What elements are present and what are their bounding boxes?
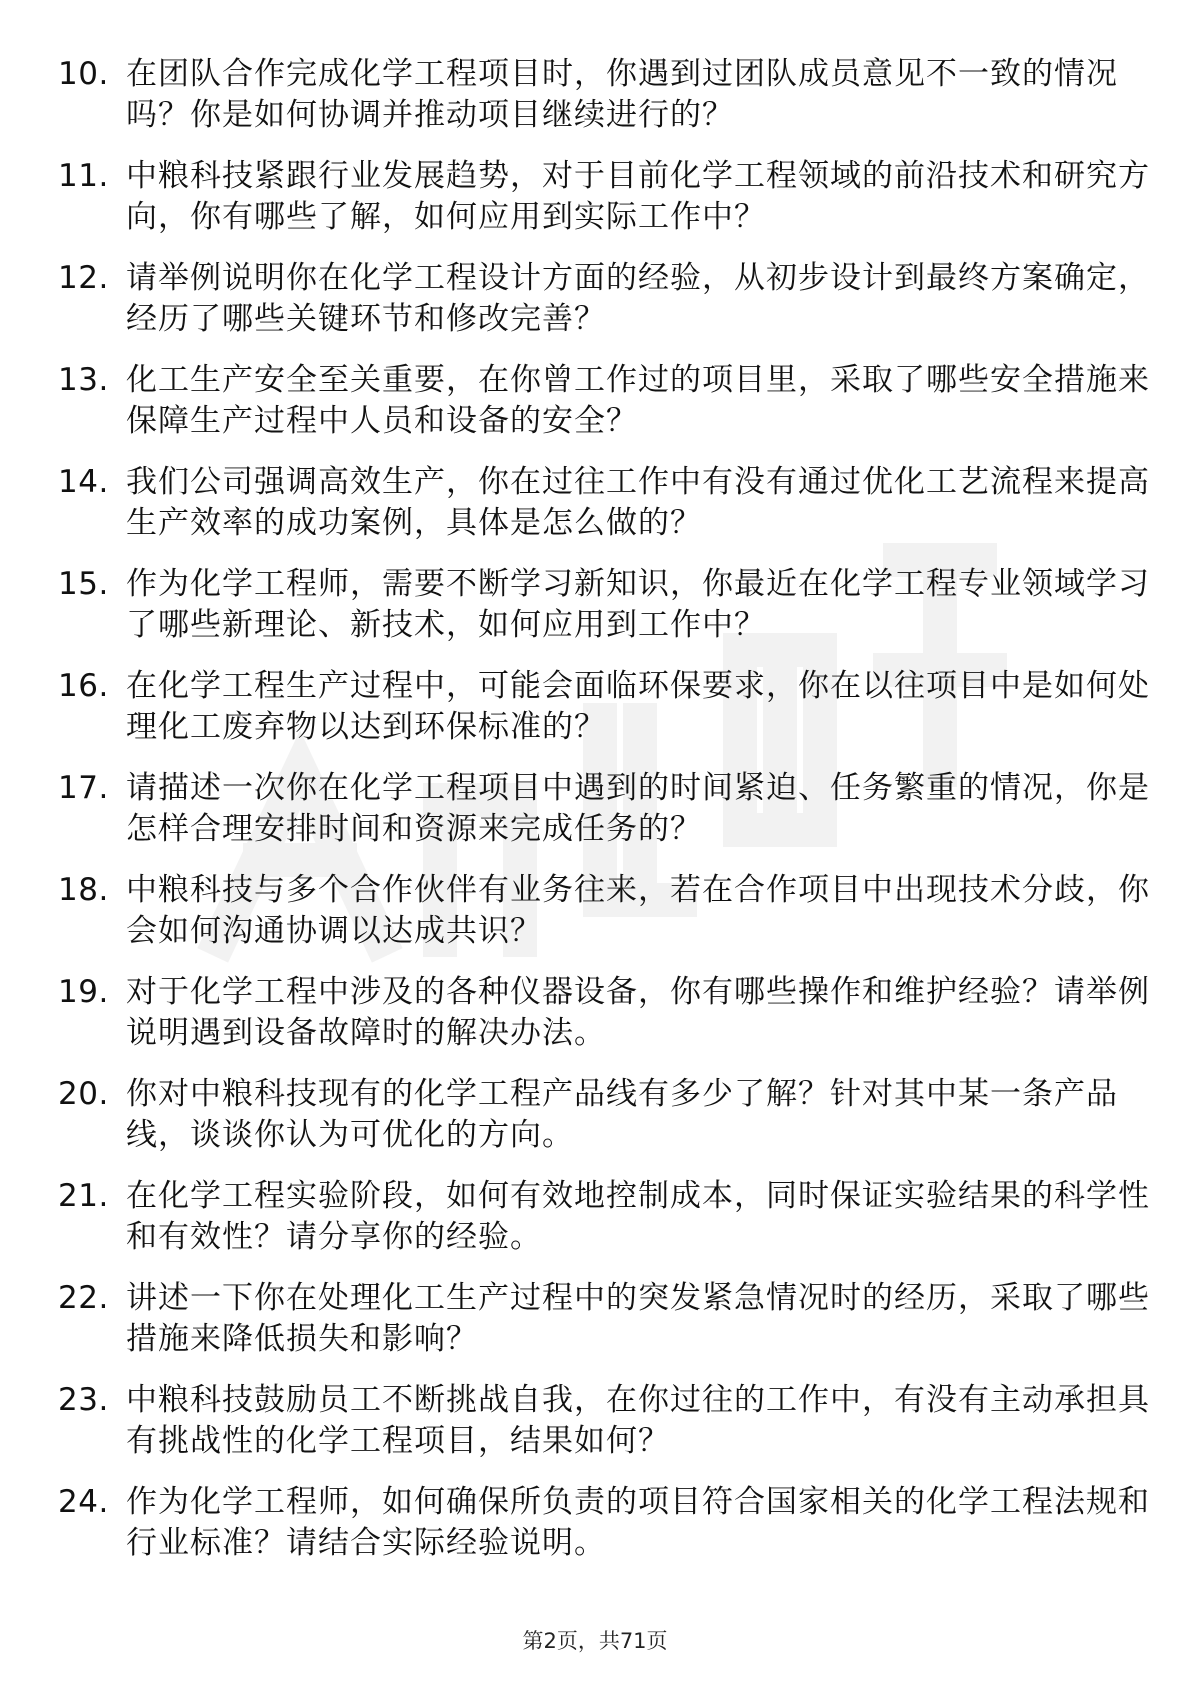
question-text: 我们公司强调高效生产，你在过往工作中有没有通过优化工艺流程来提高生产效率的成功案例，具体是怎么做的？ [126,464,1150,541]
question-text: 中粮科技鼓励员工不断挑战自我，在你过往的工作中，有没有主动承担具有挑战性的化学工程项目，结果如何？ [126,1382,1150,1459]
question-item [58,1482,1150,1584]
question-number: 17. [58,770,109,806]
question-text: 在化学工程生产过程中，可能会面临环保要求，你在以往项目中是如何处理化工废弃物以达到环保标准的？ [126,668,1150,745]
question-text: 在化学工程实验阶段，如何有效地控制成本，同时保证实验结果的科学性和有效性？请分享你的经验。 [126,1178,1150,1255]
question-number: 23. [58,1382,109,1418]
question-number: 15. [58,566,109,602]
question-text: 作为化学工程师，如何确保所负责的项目符合国家相关的化学工程法规和行业标准？请结合实际经验说明。 [126,1484,1150,1561]
question-text: 对于化学工程中涉及的各种仪器设备，你有哪些操作和维护经验？请举例说明遇到设备故障时的解决办法。 [126,974,1150,1051]
question-item [58,1074,1118,1176]
question-item [58,1278,1150,1380]
question-item [58,462,1150,564]
question-number: 12. [58,260,109,296]
question-number: 21. [58,1178,109,1214]
question-number: 19. [58,974,109,1010]
question-item [58,972,1150,1074]
question-text: 讲述一下你在处理化工生产过程中的突发紧急情况时的经历，采取了哪些措施来降低损失和影响？ [126,1280,1150,1357]
page-number: 第2页，共71页 [522,1629,668,1653]
question-number: 11. [58,158,109,194]
question-text: 化工生产安全至关重要，在你曾工作过的项目里，采取了哪些安全措施来保障生产过程中人员和设备的安全？ [126,362,1150,439]
question-text: 你对中粮科技现有的化学工程产品线有多少了解？针对其中某一条产品线，谈谈你认为可优化的方向。 [126,1076,1118,1153]
question-item [58,1176,1150,1278]
question-item [58,564,1150,666]
question-list [58,54,1150,1584]
question-text: 作为化学工程师，需要不断学习新知识，你最近在化学工程专业领域学习了哪些新理论、新技术，如何应用到工作中？ [126,566,1150,643]
question-number: 10. [58,56,109,92]
question-text: 在团队合作完成化学工程项目时，你遇到过团队成员意见不一致的情况吗？你是如何协调并推动项目继续进行的？ [126,56,1118,133]
question-item [58,1380,1150,1482]
question-number: 16. [58,668,109,704]
question-number: 18. [58,872,109,908]
question-item [58,666,1150,768]
question-item [58,360,1150,462]
question-item [58,258,1150,360]
question-number: 24. [58,1484,109,1520]
question-number: 22. [58,1280,109,1316]
question-text: 中粮科技紧跟行业发展趋势，对于目前化学工程领域的前沿技术和研究方向，你有哪些了解，如何应用到实际工作中？ [126,158,1150,235]
question-item [58,768,1150,870]
question-number: 20. [58,1076,109,1112]
question-item [58,156,1150,258]
question-text: 中粮科技与多个合作伙伴有业务往来，若在合作项目中出现技术分歧，你会如何沟通协调以达成共识？ [126,872,1150,949]
question-text: 请描述一次你在化学工程项目中遇到的时间紧迫、任务繁重的情况，你是怎样合理安排时间和资源来完成任务的？ [126,770,1150,847]
question-item [58,54,1118,156]
question-number: 14. [58,464,109,500]
question-number: 13. [58,362,109,398]
question-text: 请举例说明你在化学工程设计方面的经验，从初步设计到最终方案确定，经历了哪些关键环节和修改完善？ [126,260,1150,337]
question-item [58,870,1150,972]
